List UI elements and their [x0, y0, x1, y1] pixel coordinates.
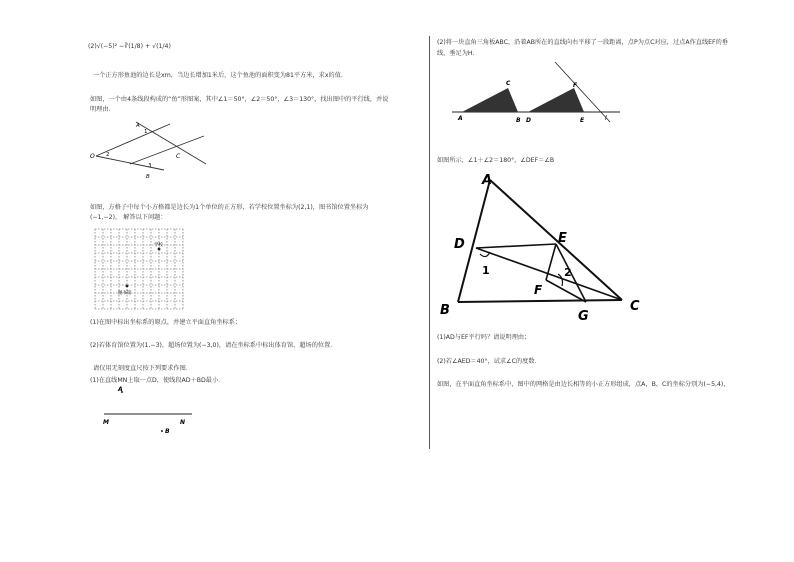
triangle-translate-line2: 线，垂足为H． — [437, 50, 479, 57]
column-divider — [429, 36, 430, 449]
tri-label-d: D — [526, 117, 531, 124]
tri-label-c: C — [506, 80, 511, 87]
label-b: B — [440, 303, 450, 318]
line-mn-figure — [100, 384, 210, 436]
mn-label-a: A — [118, 386, 123, 393]
tri-label-f: F — [573, 82, 578, 89]
parallel-question: (1)AD与EF平行吗？请说明理由； — [437, 334, 531, 341]
tri-label-a: A — [458, 115, 463, 122]
tri-label-e: E — [580, 117, 585, 124]
fish-figure-problem-line2: 明理由． — [90, 106, 115, 113]
library-label: 图书馆 — [118, 291, 132, 296]
grid-problem-line2: (−1,−2)， 解答以下问题： — [90, 214, 167, 221]
fish-label-b: B — [146, 174, 150, 180]
fish-label-a: A — [136, 123, 140, 129]
triangle-translate-line1: (2)将一块直角三角板ABC，沿着AB所在的直线向右平移了一段距离，点P为点C对应，过点A作直线EF的垂 — [437, 39, 728, 46]
library-point — [126, 285, 129, 288]
fish-figure-problem-line1: 如图，一个由4条线段构成的“鱼”形图案，其中∠1＝50°，∠2＝50°，∠3＝130°，找出图中的平行线，并说 — [90, 96, 389, 103]
fish-label-1: 1 — [144, 129, 148, 135]
label-g: G — [578, 309, 589, 324]
label-angle-2: 2 — [564, 266, 572, 279]
mn-label-b: B — [165, 428, 170, 435]
coordinate-grid — [92, 227, 188, 311]
school-label: 学校 — [154, 243, 163, 248]
mn-label-n: N — [180, 419, 186, 426]
fish-label-2: 2 — [106, 152, 110, 158]
label-f: F — [534, 283, 543, 297]
ruler-instruction: 请仅用无刻度直尺按下列要求作图． — [93, 365, 192, 372]
fish-label-3: 3 — [148, 163, 152, 169]
label-e: E — [558, 231, 567, 246]
label-c: C — [630, 299, 640, 314]
fish-figure — [86, 118, 216, 180]
grid-question-2: (2)若体育馆位置为(1,−3)，超场位置为(−3,0)，请在坐标系中标出体育馆、超场的位置． — [90, 342, 337, 349]
grid-problem-line1: 如图，方格子中每个小方格都是边长为1个单位的正方形，若学校位置坐标为(2,1)，图书馆位置坐标为 — [90, 204, 369, 211]
fish-label-c: C — [176, 153, 181, 160]
label-a: A — [482, 173, 493, 188]
triangle-abc-figure — [436, 168, 656, 324]
coordinate-problem: 如图，在平面直角坐标系中，图中的网格是由边长相等的小正方形组成，点A，B，C的坐标分别为(−5,4)， — [437, 381, 730, 388]
grid-question-1: (1)在图中标出坐标系的原点，并建立平面直角坐标系； — [90, 319, 242, 326]
tri-label-b: B — [516, 117, 521, 124]
ruler-question-1: (1)在直线MN上取一点D，使线段AD＋BD最小． — [90, 377, 225, 384]
tri-label-l: l — [605, 115, 607, 122]
label-d: D — [454, 237, 465, 252]
expression-line: (2)√(−5)² −∛(1/8) + √(1/4) — [88, 43, 171, 50]
translated-triangles-figure — [450, 60, 630, 130]
school-point — [158, 248, 161, 251]
fish-pond-problem: 一个正方形鱼池的边长是xm，当边长增加1米后，这个鱼池的面积变为81平方米，求x的值． — [93, 72, 348, 79]
angle-question: (2)若∠AED＝40°，试求∠C的度数． — [437, 358, 541, 365]
mn-label-m: M — [103, 419, 109, 426]
fish-label-o: O — [90, 153, 95, 160]
angle-condition: 如图所示，∠1＋∠2＝180°，∠DEF＝∠B — [437, 157, 555, 164]
label-angle-1: 1 — [482, 264, 490, 277]
